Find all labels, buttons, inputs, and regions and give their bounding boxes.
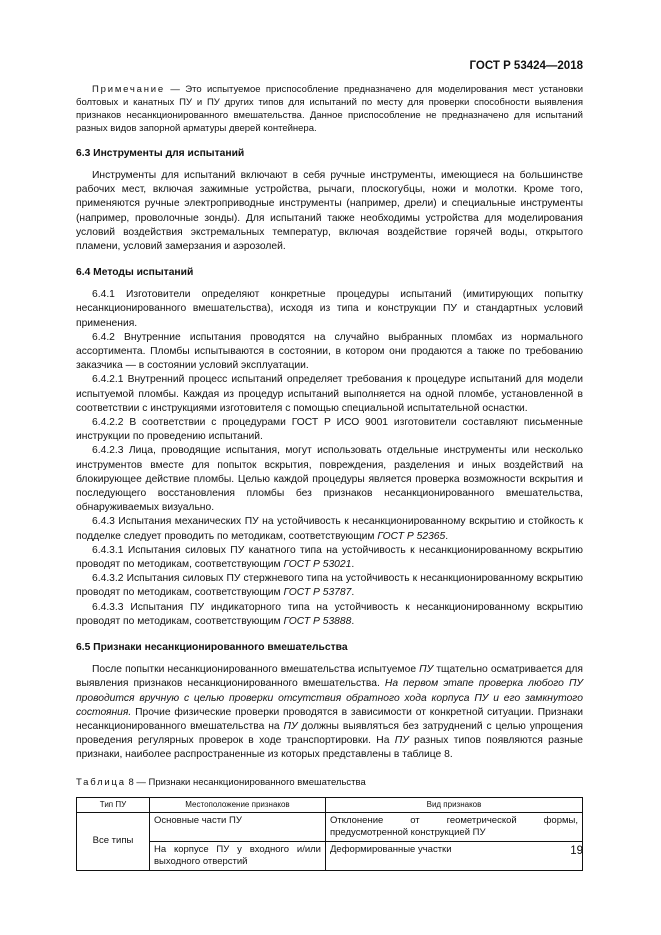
signs-table xyxy=(76,797,583,871)
section-6-5-heading: 6.5 Признаки несанкционированного вмешательства xyxy=(76,642,348,654)
column-header: Тип ПУ xyxy=(77,797,150,812)
paragraph-6-4-1: 6.4.1 Изготовители определяют конкретные процедуры испытаний (имитирующих попытку несанкционированного вмешательства), исходя из типа и конструкции ПУ и стандартных условий применения. xyxy=(76,289,583,329)
standard-reference: ГОСТ Р 53888 xyxy=(283,615,352,627)
sign-cell: Отклонение от геометрической формы, предусмотренной конструкцией ПУ xyxy=(326,812,583,841)
location-cell: На корпусе ПУ у входного и/или выходного отверстий xyxy=(150,841,326,870)
note-text: — Это испытуемое приспособление предназначено для моделирования мест установки болтовых и канатных ПУ и ПУ других типов для испытаний по месту для проверки способности выявления признаков несанкционированного вмешательства. Данное приспособление не предназначено для испытаний разных видов запорной арматуры дверей контейнера. xyxy=(76,84,583,134)
section-6-4-heading: 6.4 Методы испытаний xyxy=(76,267,194,279)
standard-reference: ГОСТ Р 52365 xyxy=(377,530,446,542)
table-header-row xyxy=(77,797,583,812)
paragraph-6-4-3-1: 6.4.3.1 Испытания силовых ПУ канатного типа на устойчивость к несанкционированному вскрытию проводят по методикам, соответствующим ГОСТ Р 53021. xyxy=(76,544,583,571)
standard-reference: ГОСТ Р 53787 xyxy=(283,587,352,599)
paragraph-6-4-2-1: 6.4.2.1 Внутренний процесс испытаний определяет требования к процедуре испытаний для модели испытуемой пломбы. Каждая из процедур испытаний выполняется на одной пломбе, установленной в соответствии с инструкциями изготовителя с помощью специальной испытательной оснастки. xyxy=(76,374,583,414)
table-caption: Таблица 8 — Признаки несанкционированного вмешательства xyxy=(76,776,366,788)
column-header: Местоположение признаков xyxy=(150,797,326,812)
section-6-5-text: После попытки несанкционированного вмешательства испытуемое ПУ тщательно осматривается для выявления признаков несанкционированного вмешательства. На первом этапе проверка любого ПУ проводится вручную с целью проверки отсутствия обратного хода корпуса ПУ и его замкнутого состояния. Прочие физические проверки проводятся в зависимости от конкретной ситуации. Признаки несанкционированного вмешательства на ПУ должны выявляться без затруднений с целью упрощения проведения регулярных проверок в ходе транспортировки. На ПУ разных типов появляются разные признаки, наиболее распространенные из которых представлены в таблице 8. xyxy=(76,664,584,761)
note-paragraph xyxy=(76,83,583,135)
page-content xyxy=(76,83,583,871)
type-cell: Все типы xyxy=(77,812,150,870)
standard-reference: ГОСТ Р 53021 xyxy=(283,559,352,571)
column-header: Вид признаков xyxy=(326,797,583,812)
section-6-3-text: Инструменты для испытаний включают в себя ручные инструменты, имеющиеся на большинстве рабочих мест, включая зажимные устройства, рычаги, плоскогубцы, ножи и молотки. Кроме того, применяются ручные электроприводные инструменты (например, дрели) и специальные инструменты (например, проволочные зонды). Для испытаний также необходимы устройства для моделирования условий воздействия экстремальных температур, включая воздействие горячей воды, открытого пламени, условий замерзания и аэрозолей. xyxy=(76,170,583,253)
paragraph-6-4-2-3: 6.4.2.3 Лица, проводящие испытания, могут использовать отдельные инструменты или несколько инструментов вместе для попыток вскрытия, повреждения, разделения и иных воздействий на блокирующее действие пломбы. Целью каждой процедуры является проверка возможности вскрытия и последующего восстановления пломбы без признаков несанкционированного вмешательства, обнаруживаемых визуально. xyxy=(76,445,583,514)
section-6-3-heading: 6.3 Инструменты для испытаний xyxy=(76,148,245,159)
sign-cell: Деформированные участки xyxy=(326,841,583,870)
table-row xyxy=(77,812,583,841)
paragraph-6-4-2: 6.4.2 Внутренние испытания проводятся на случайно выбранных пломбах из нормального ассортимента. Пломбы испытываются в состоянии, в котором они продаются а также по требованию заказчика — в состоянии условий эксплуатации. xyxy=(76,331,583,372)
location-cell: Основные части ПУ xyxy=(150,812,326,841)
paragraph-6-4-3-3: 6.4.3.3 Испытания ПУ индикаторного типа на устойчивость к несанкционированному вскрытию проводят по методикам, соответствующим ГОСТ Р 53888. xyxy=(76,601,583,627)
paragraph-6-4-2-2: 6.4.2.2 В соответствии с процедурами ГОСТ Р ИСО 9001 изготовители составляют письменные инструкции по проведению испытаний. xyxy=(76,417,583,443)
note-label: Примечание xyxy=(92,84,165,95)
paragraph-6-4-3-2: 6.4.3.2 Испытания силовых ПУ стержневого типа на устойчивость к несанкционированному вскрытию проводят по методикам, соответствующим ГОСТ Р 53787. xyxy=(76,573,583,599)
paragraph-6-4-3: 6.4.3 Испытания механических ПУ на устойчивость к несанкционированному вскрытию и стойкость к подделке следует проводить по методикам, соответствующим ГОСТ Р 52365. xyxy=(76,516,583,542)
page-number: 19 xyxy=(570,845,583,857)
document-id: ГОСТ Р 53424—2018 xyxy=(469,60,583,72)
